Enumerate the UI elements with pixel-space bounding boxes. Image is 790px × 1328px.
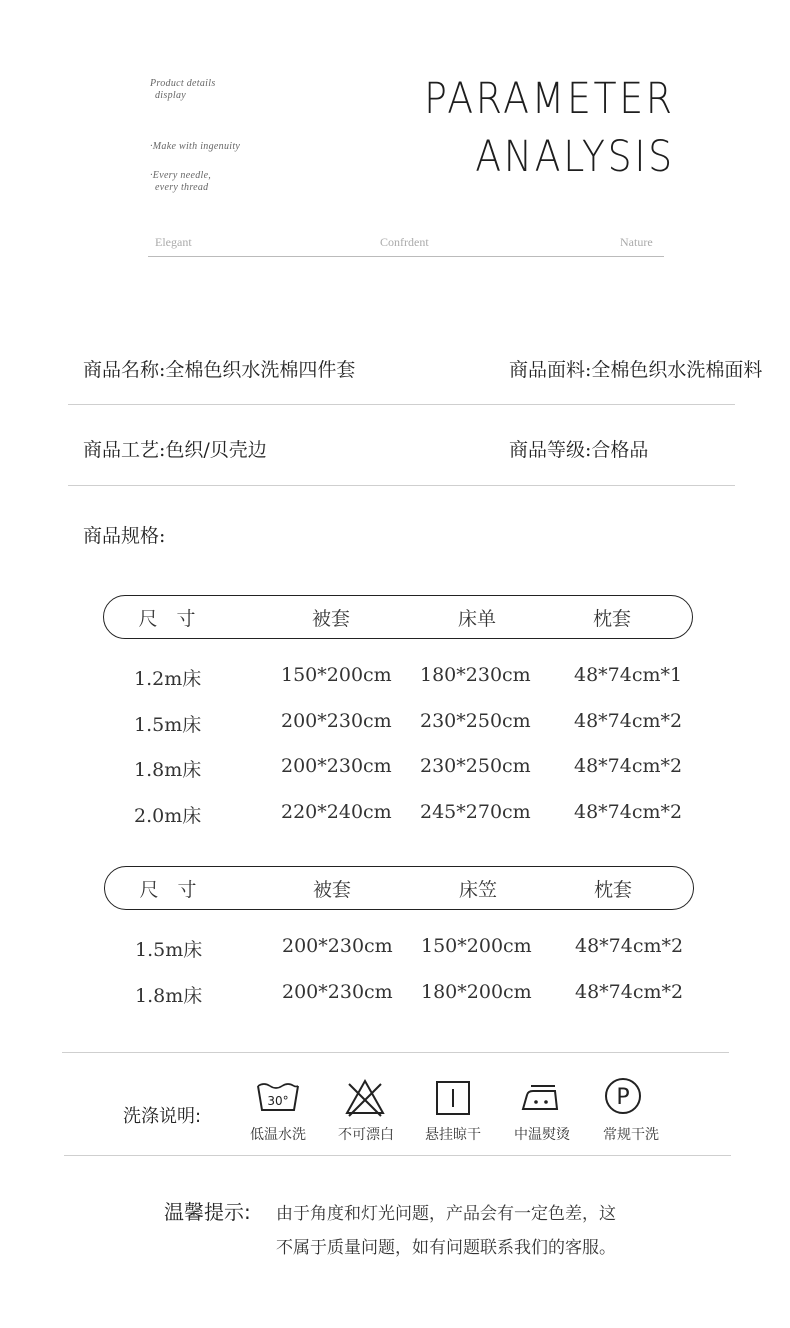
no-bleach-icon [343, 1078, 387, 1118]
table2-header-fitted-sheet: 床笠 [458, 879, 497, 901]
every-needle-text: ·Every needle, [150, 170, 212, 181]
wash-temp-glyph: 30° [267, 1094, 289, 1108]
table2-header-size: 尺 寸 [139, 879, 197, 901]
table-cell: 1.5m床 [134, 714, 202, 736]
product-craft: 商品工艺:色织/贝壳边 [83, 439, 267, 461]
table-cell: 48*74cm*2 [574, 801, 683, 823]
tip-line-2: 不属于质量问题，如有问题联系我们的客服。 [276, 1238, 616, 1258]
keyword-nature: Nature [620, 235, 653, 249]
table-cell: 180*200cm [421, 981, 532, 1003]
table-cell: 180*230cm [420, 664, 531, 686]
title-parameter: PARAMETER [424, 74, 675, 124]
table-cell: 150*200cm [281, 664, 392, 686]
table-cell: 2.0m床 [134, 805, 202, 827]
table-cell: 220*240cm [281, 801, 392, 823]
care-divider-bottom [64, 1155, 731, 1156]
table2-header-pillowcase: 枕套 [593, 879, 632, 901]
wash-30-icon [256, 1080, 300, 1120]
dry-clean-icon [601, 1076, 645, 1116]
care-label: 洗涤说明: [123, 1106, 202, 1127]
header-divider [148, 256, 664, 257]
care-divider-top [62, 1052, 729, 1053]
dry-clean-glyph: P [616, 1085, 630, 1110]
table-cell: 48*74cm*2 [574, 755, 683, 777]
product-spec-label: 商品规格: [83, 525, 166, 547]
table-cell: 48*74cm*2 [574, 710, 683, 732]
table-cell: 1.2m床 [134, 668, 202, 690]
info-divider-2 [68, 485, 735, 486]
table-cell: 200*230cm [281, 710, 392, 732]
hang-dry-icon [431, 1079, 475, 1119]
table-cell: 1.8m床 [135, 985, 203, 1007]
table-cell: 1.5m床 [135, 939, 203, 961]
table2-header-duvet: 被套 [312, 879, 351, 901]
product-fabric: 商品面料:全棉色织水洗棉面料 [509, 359, 763, 381]
table-cell: 1.8m床 [134, 759, 202, 781]
display-text: display [155, 90, 186, 101]
care-item-label: 悬挂晾干 [425, 1127, 481, 1143]
table1-header-pillowcase: 枕套 [592, 608, 631, 630]
table-cell: 200*230cm [282, 935, 393, 957]
make-with-ingenuity: ·Make with ingenuity [150, 141, 241, 152]
care-item-label: 不可漂白 [338, 1127, 394, 1143]
table-cell: 48*74cm*2 [575, 935, 684, 957]
product-details-label [150, 78, 216, 102]
every-needle-block [150, 170, 211, 194]
table-cell: 48*74cm*1 [574, 664, 683, 686]
table-cell: 48*74cm*2 [575, 981, 684, 1003]
product-details-text: Product details [150, 78, 216, 89]
table1-header-duvet: 被套 [311, 608, 350, 630]
keyword-confident: Confrdent [380, 235, 429, 249]
every-thread-text: every thread [155, 182, 209, 193]
care-item-label: 常规干洗 [603, 1127, 659, 1143]
info-divider-1 [68, 404, 735, 405]
product-name: 商品名称:全棉色织水洗棉四件套 [83, 359, 356, 381]
keyword-elegant: Elegant [155, 235, 192, 249]
table1-header-size: 尺 寸 [138, 608, 196, 630]
product-grade: 商品等级:合格品 [509, 439, 649, 461]
table-cell: 245*270cm [420, 801, 531, 823]
iron-medium-icon [519, 1079, 563, 1119]
table-cell: 200*230cm [282, 981, 393, 1003]
table1-header-sheet: 床单 [457, 608, 496, 630]
table-cell: 150*200cm [421, 935, 532, 957]
care-item-label: 低温水洗 [250, 1127, 306, 1143]
care-item-label: 中温熨烫 [514, 1127, 570, 1143]
table-cell: 230*250cm [420, 710, 531, 732]
table-cell: 200*230cm [281, 755, 392, 777]
table-cell: 230*250cm [420, 755, 531, 777]
tip-title: 温馨提示: [164, 1200, 251, 1224]
title-analysis: ANALYSIS [475, 132, 675, 182]
tip-line-1: 由于角度和灯光问题，产品会有一定色差，这 [276, 1204, 616, 1224]
